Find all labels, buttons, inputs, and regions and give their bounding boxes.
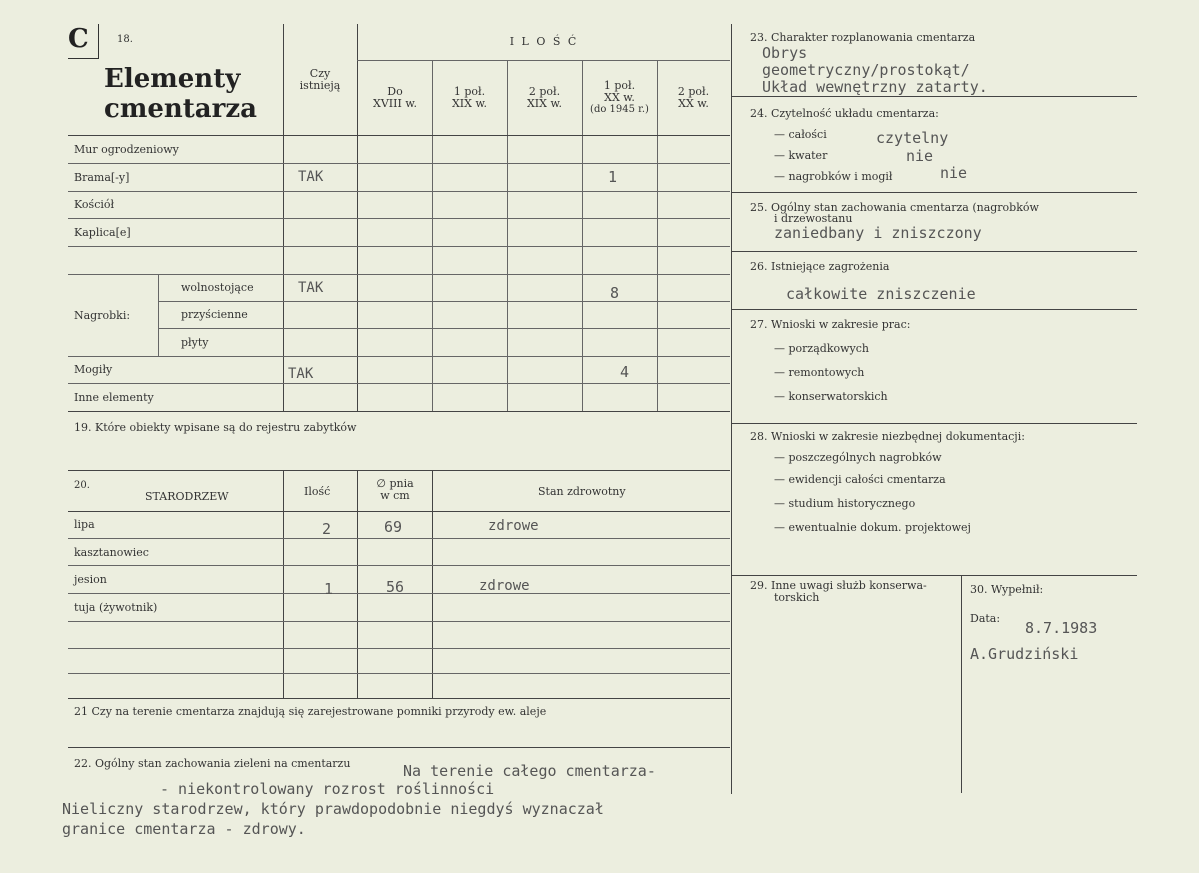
- section-title: [104, 64, 257, 124]
- q30-date-value: 8.7.1983: [1025, 619, 1098, 637]
- q23-line2: geometryczny/prostokąt/: [762, 61, 970, 79]
- q28-item3: — studium historycznego: [774, 497, 916, 510]
- q24-item3-value: nie: [940, 164, 968, 182]
- brama-exists-value: TAK: [298, 169, 324, 185]
- q24-item1-value: czytelny: [876, 129, 949, 147]
- section-letter-box: [68, 24, 99, 59]
- q21-label: 21 Czy na terenie cmentarza znajdują się zarejestrowane pomniki przyrody ew. aleje: [74, 705, 547, 718]
- col-quantity-header: I L O Ś Ć: [509, 35, 579, 48]
- q20-col-diam-line1: ∅ pnia: [376, 477, 414, 490]
- q24-item2-label: — kwater: [774, 149, 828, 162]
- q26-value: całkowite zniszczenie: [786, 285, 976, 303]
- period-2-line2: XIX w.: [451, 97, 488, 110]
- row-brama: Brama[-y]: [74, 171, 130, 184]
- q22-label: 22. Ogólny stan zachowania zieleni na cmentarzu: [74, 757, 351, 770]
- q24-item1-label: — całości: [774, 128, 827, 141]
- q23-line3: Układ wewnętrzny zatarty.: [762, 78, 988, 96]
- row-przyscienne: przyścienne: [181, 308, 248, 321]
- mogily-qty-value: 4: [620, 363, 630, 381]
- period-2: [432, 86, 507, 110]
- q20-title: STARODRZEW: [145, 490, 229, 503]
- period-1-line2: XVIII w.: [373, 97, 417, 110]
- row-mogily: Mogiły: [74, 363, 113, 376]
- q22-text-line1: Na terenie całego cmentarza-: [403, 762, 656, 780]
- period-5-line1: 2 poł.: [677, 85, 710, 98]
- period-1: [358, 86, 432, 110]
- q23-line1: Obrys: [762, 44, 808, 62]
- q19-label: 19. Które obiekty wpisane są do rejestru zabytków: [74, 421, 357, 434]
- period-2-line1: 1 poł.: [453, 85, 486, 98]
- tree-name-3: jesion: [74, 573, 107, 586]
- tree-name-4: tuja (żywotnik): [74, 601, 158, 614]
- period-4-line2: XX w.: [604, 91, 635, 104]
- q28-item1: — poszczególnych nagrobków: [774, 451, 942, 464]
- q27-label: 27. Wnioski w zakresie prac:: [750, 318, 911, 331]
- period-4-line3: (do 1945 r.): [590, 104, 649, 115]
- q28-item2: — ewidencji całości cmentarza: [774, 473, 946, 486]
- wolno-qty-value: 8: [610, 284, 620, 302]
- row-wolnostojace: wolnostojące: [181, 281, 254, 294]
- q30-name-value: A.Grudziński: [970, 645, 1079, 663]
- period-4: [582, 80, 657, 116]
- q25-value: zaniedbany i zniszczony: [774, 224, 982, 242]
- tree-health-3: zdrowe: [479, 578, 530, 594]
- q28-label: 28. Wnioski w zakresie niezbędnej dokumentacji:: [750, 430, 1025, 443]
- q25-label1: 25. Ogólny stan zachowania cmentarza (nagrobków: [750, 201, 1039, 214]
- row-inne: Inne elementy: [74, 391, 154, 404]
- mogily-exists-value: TAK: [288, 366, 314, 382]
- q20-number: 20.: [74, 480, 90, 491]
- q24-item2-value: nie: [906, 147, 934, 165]
- brama-qty-value: 1: [608, 168, 618, 186]
- section-letter: C: [68, 24, 89, 54]
- row-mur: Mur ogrodzeniowy: [74, 143, 179, 156]
- period-5-line2: XX w.: [678, 97, 709, 110]
- q27-item2: — remontowych: [774, 366, 865, 379]
- period-1-line1: Do: [387, 85, 403, 98]
- q24-item3-label: — nagrobków i mogił: [774, 170, 893, 183]
- q24-label: 24. Czytelność układu cmentarza:: [750, 107, 939, 120]
- tree-qty-3: 1: [324, 580, 334, 598]
- tree-diam-1: 69: [384, 518, 403, 536]
- q28-item4: — ewentualnie dokum. projektowej: [774, 521, 971, 534]
- q22-text-line4: granice cmentarza - zdrowy.: [62, 820, 306, 838]
- q30-date-label: Data:: [970, 612, 1001, 625]
- tree-diam-3: 56: [386, 578, 405, 596]
- tree-name-2: kasztanowiec: [74, 546, 149, 559]
- section-title-line2: cmentarza: [104, 94, 257, 124]
- row-kaplica: Kaplica[e]: [74, 226, 131, 239]
- wolno-exists-value: TAK: [298, 280, 324, 296]
- tree-health-1: zdrowe: [488, 518, 539, 534]
- section-title-line1: Elementy: [104, 64, 241, 94]
- row-kosciol: Kościół: [74, 198, 115, 211]
- section-number: 18.: [117, 34, 133, 45]
- q29-label1: 29. Inne uwagi służb konserwa-: [750, 579, 927, 592]
- q29-label2: torskich: [774, 591, 820, 604]
- period-3-line1: 2 poł.: [528, 85, 561, 98]
- q26-label: 26. Istniejące zagrożenia: [750, 260, 890, 273]
- q20-col-health: Stan zdrowotny: [538, 485, 626, 498]
- period-5: [657, 86, 730, 110]
- q20-col-diam: [358, 478, 432, 502]
- q22-text-line3: Nieliczny starodrzew, który prawdopodobnie niegdyś wyznaczał: [62, 800, 604, 818]
- period-3-line2: XIX w.: [526, 97, 563, 110]
- q23-label: 23. Charakter rozplanowania cmentarza: [750, 31, 976, 44]
- tree-qty-1: 2: [322, 520, 332, 538]
- row-plyty: płyty: [181, 336, 209, 349]
- q27-item1: — porządkowych: [774, 342, 869, 355]
- q20-col-diam-line2: w cm: [380, 489, 410, 502]
- q22-text-line2: - niekontrolowany rozrost roślinności: [160, 780, 495, 798]
- row-nagrobki: Nagrobki:: [74, 309, 131, 322]
- q30-label: 30. Wypełnił:: [970, 583, 1044, 596]
- q20-col-qty: Ilość: [304, 485, 331, 498]
- q27-item3: — konserwatorskich: [774, 390, 888, 403]
- col-exists-header: Czy istnieją: [299, 67, 341, 92]
- q25-label2: i drzewostanu: [774, 212, 853, 225]
- tree-name-1: lipa: [74, 518, 95, 531]
- period-3: [507, 86, 582, 110]
- period-4-line1: 1 poł.: [603, 79, 636, 92]
